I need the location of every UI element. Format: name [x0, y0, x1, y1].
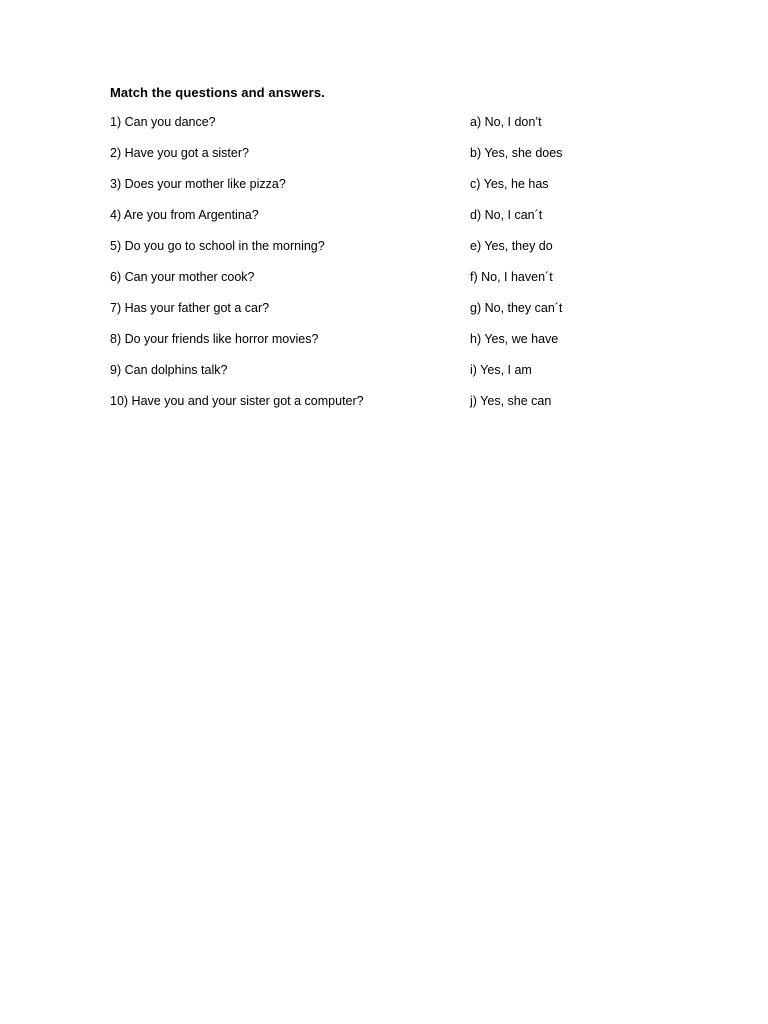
match-row	[110, 114, 670, 145]
match-row	[110, 145, 670, 176]
match-row	[110, 331, 670, 362]
question-item: 6) Can your mother cook?	[110, 270, 255, 284]
match-row	[110, 269, 670, 300]
worksheet-instruction: Match the questions and answers.	[110, 85, 325, 100]
question-item: 2) Have you got a sister?	[110, 146, 249, 160]
answer-item: c) Yes, he has	[470, 177, 549, 191]
answer-item: h) Yes, we have	[470, 332, 559, 346]
match-list	[110, 114, 670, 424]
answer-item: f) No, I haven´t	[470, 270, 553, 284]
answer-item: a) No, I don’t	[470, 115, 542, 129]
match-row	[110, 300, 670, 331]
answer-item: b) Yes, she does	[470, 146, 563, 160]
question-item: 9) Can dolphins talk?	[110, 363, 228, 377]
question-item: 10) Have you and your sister got a computer?	[110, 394, 364, 408]
answer-item: d) No, I can´t	[470, 208, 543, 222]
question-item: 5) Do you go to school in the morning?	[110, 239, 325, 253]
match-row	[110, 176, 670, 207]
question-item: 1) Can you dance?	[110, 115, 216, 129]
question-item: 7) Has your father got a car?	[110, 301, 270, 315]
match-row	[110, 207, 670, 238]
match-row	[110, 393, 670, 424]
answer-item: i) Yes, I am	[470, 363, 532, 377]
answer-item: j) Yes, she can	[470, 394, 552, 408]
question-item: 3) Does your mother like pizza?	[110, 177, 286, 191]
answer-item: e) Yes, they do	[470, 239, 553, 253]
match-row	[110, 362, 670, 393]
question-item: 4) Are you from Argentina?	[110, 208, 259, 222]
match-row	[110, 238, 670, 269]
question-item: 8) Do your friends like horror movies?	[110, 332, 319, 346]
answer-item: g) No, they can´t	[470, 301, 563, 315]
